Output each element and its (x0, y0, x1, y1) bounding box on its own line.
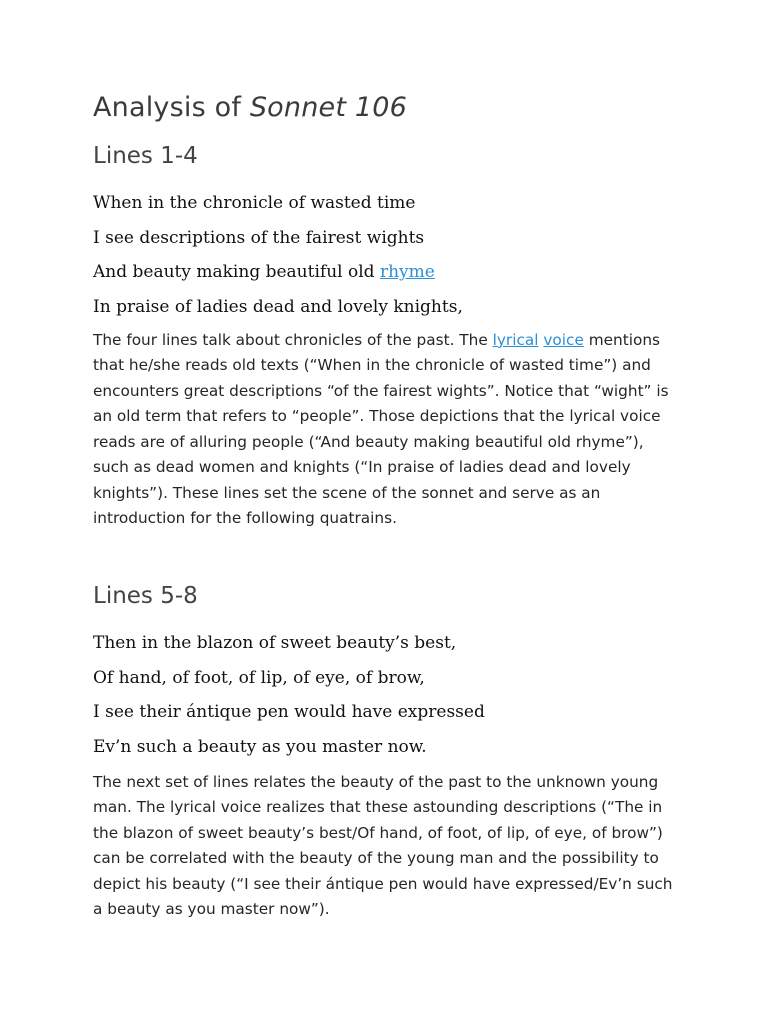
voice-link[interactable]: voice (543, 330, 584, 349)
verse-line: In praise of ladies dead and lovely knights, (93, 297, 463, 318)
title-prefix: Analysis of (93, 92, 250, 123)
verse-block (93, 626, 673, 765)
verse-line: When in the chronicle of wasted time (93, 193, 416, 213)
verse-line: Of hand, of foot, of lip, of eye, of brow, (93, 667, 425, 688)
page-title (93, 86, 673, 130)
verse-line: Ev’n such a beauty as you master now. (93, 736, 427, 757)
verse-line (93, 255, 673, 290)
verse-line-text: And beauty making beautiful old (93, 262, 380, 283)
paragraph-line: introduction for the following quatrains. (93, 509, 397, 528)
section-heading-lines-5-8: Lines 5-8 (93, 582, 198, 609)
paragraph-line: the blazon of sweet beauty’s best/Of hand, of foot, of lip, of eye, of brow”) (93, 823, 663, 842)
paragraph-line: reads are of alluring people (“And beauty making beautiful old rhyme”), (93, 432, 644, 451)
paragraph-line: The next set of lines relates the beauty of the past to the unknown young (93, 772, 659, 791)
lyrical-link[interactable]: lyrical (492, 330, 539, 349)
verse-block (93, 186, 673, 325)
title-italic: Sonnet 106 (249, 92, 408, 123)
paragraph-text: The four lines talk about chronicles of the past. The (93, 330, 493, 349)
rhyme-link[interactable]: rhyme (379, 262, 435, 283)
paragraph-line: a beauty as you master now”). (93, 900, 330, 919)
verse-line: I see their ántique pen would have expressed (93, 702, 485, 723)
verse-line: I see descriptions of the fairest wights (93, 227, 425, 248)
paragraph-line: knights”). These lines set the scene of the sonnet and serve as an (93, 483, 601, 502)
paragraph-line: can be correlated with the beauty of the young man and the possibility to (93, 849, 659, 868)
paragraph-line: man. The lyrical voice realizes that these astounding descriptions (“The in (93, 798, 663, 817)
paragraph-line: that he/she reads old texts (“When in the chronicle of wasted time”) and (93, 356, 651, 375)
document-page (93, 86, 673, 923)
section-heading-lines-1-4: Lines 1-4 (93, 143, 198, 169)
paragraph-line (93, 328, 673, 354)
paragraph-line: encounters great descriptions “of the fairest wights”. Notice that “wight” is (93, 381, 669, 400)
verse-line: Then in the blazon of sweet beauty’s best, (93, 632, 457, 653)
analysis-paragraph (93, 328, 673, 532)
paragraph-line: such as dead women and knights (“In praise of ladies dead and lovely (93, 458, 631, 477)
paragraph-line: an old term that refers to “people”. Those depictions that the lyrical voice (93, 407, 661, 426)
paragraph-line: depict his beauty (“I see their ántique pen would have expressed/Ev’n such (93, 874, 673, 893)
analysis-paragraph (93, 770, 673, 923)
paragraph-text: mentions (583, 330, 661, 349)
